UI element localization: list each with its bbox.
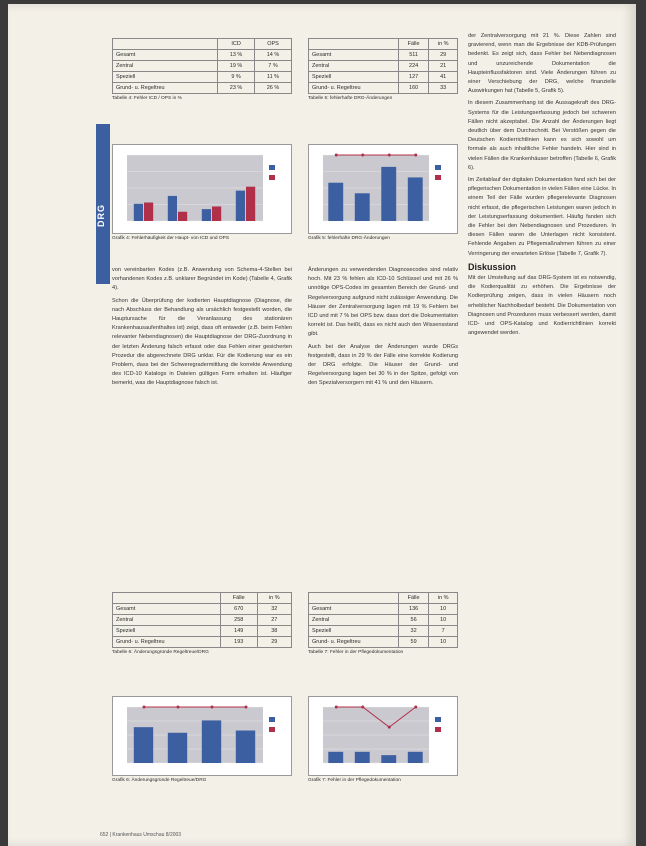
table-row [113,637,292,648]
chart-bar [381,755,396,763]
table-header-row [309,593,458,604]
table-cell: Gesamt [113,50,218,61]
column-header: in % [429,593,458,604]
table-cell: Zentral [113,61,218,72]
table-cell: Gesamt [113,604,221,615]
chart-bar [408,752,423,763]
table-header-row [309,39,458,50]
chart-svg [113,145,293,235]
table-header-row [113,39,292,50]
legend-swatch [435,727,441,732]
table-cell: 149 [220,626,257,637]
chart-bar [178,212,187,221]
text-column-b [308,266,458,586]
chart-point [388,154,391,157]
paragraph: Auch bei der Analyse der Änderungen wurde DRGs festgestellt, dass in 29 % der Fälle eine korrekte Kodierung der DRG erfolgte. Die Häuser der Grund- und Regelversorgung lagen bei 30 % in der Spitze, gefolgt von den Spezialversorgern mit 41 % und den Häusern. [308,343,458,387]
table-caption: Tabelle 7: Fehler in der Pflegedokumentation [308,650,404,655]
chart-point [414,154,417,157]
data-table [308,592,458,648]
table-row [113,72,292,83]
chart-bar [246,187,255,221]
chart-bar [168,733,187,763]
figure-caption: Grafik 4: Fehlerhäufigkeit der Haupt- von ICD und OPS [112,236,230,241]
text-column-c [468,32,616,832]
table-cell: Grund- u. Regeltreu [113,637,221,648]
table-cell: 33 [429,83,458,94]
chart-bar [381,167,396,221]
table-cell: Speziell [309,626,399,637]
chart-bar [236,191,245,221]
chart-point [143,706,146,709]
paragraph: von vereinbarten Kodes (z.B. Anwendung von Schema-4-Stellen bei vorhandenen Kodes z.B. unklarer Begründet im Kode) (Tabelle 4, Grafik 4). [112,267,292,292]
figure-regeltreue [112,696,292,784]
table-cell: 13 % [218,50,255,61]
table-cell: 11 % [255,72,292,83]
table-regeltreue [112,592,292,656]
chart-svg [309,697,459,777]
table-drg-changes [308,38,458,102]
table-cell: 59 [398,637,429,648]
section-label: DRG [96,204,106,227]
legend-swatch [269,717,275,722]
data-table [308,38,458,94]
column-header [113,593,221,604]
section-heading: Diskussion [468,261,517,272]
chart-point [335,706,338,709]
table-cell: 29 [429,50,458,61]
table-row [309,604,458,615]
table-caption: Tabelle 6: Änderungsgründe Regeltreue/DRG [112,650,209,655]
chart-svg [113,697,293,777]
table-cell: 19 % [218,61,255,72]
table-cell: 224 [398,61,429,72]
chart-point [177,706,180,709]
column-header [113,39,218,50]
table-cell: Grund- u. Regeltreu [309,83,399,94]
table-cell: 160 [398,83,429,94]
table-header-row [113,593,292,604]
page-footer: 652 | Krankenhaus Umschau 8/2003 [100,832,182,838]
table-cell: 27 [257,615,291,626]
text-column-a [112,266,292,586]
paragraph: Schon die Überprüfung der kodierten Hauptdiagnose (Diagnose, die nach Abschluss der Behandlung als ursächlich festgestellt worden, die Hauptursache für die Veranlassung des stationären Krankenhausaufenthaltes ist) zeigt, dass oft entweder (z.B. beim Fehlen relevanter Nebendiagnosen) die Hauptdiagnose der DRG-Zuordnung in der letzten Änderung falsch erfasst oder das Fehlen einer gesicherten Prozedur die abgerechnete DRG unklar. Für die Kodierung war es ein Problem, dass bei der Schweregradermittlung die korrekte Anwendung des ICD-10 Katalogs in Dateien gültigen Form erhalten ist. Häufiger bemerkt, was die Hauptdiagnose falsch ist. [112,297,292,387]
table-pflegedokumentation [308,592,458,656]
figure-drg-changes [308,144,458,242]
table-row [113,626,292,637]
table-cell: Zentral [309,61,399,72]
table-row [113,604,292,615]
chart-bar [202,720,221,763]
table-row [113,50,292,61]
figure-caption: Grafik 5: fehlerhafte DRG-Änderungen [308,236,390,241]
table-cell: 29 [257,637,291,648]
column-header [309,39,399,50]
chart-bar [202,209,211,221]
chart-point [388,726,391,729]
chart-bar [144,203,153,221]
paragraph: Mit der Umstellung auf das DRG-System ist es notwendig, die Kodierqualität zu erhöhen. Die Ergebnisse der Kodierprüfung zeigen, dass in vielen Häusern noch erheblicher Nachholbedarf besteht. Die Dokumentation von Diagnosen und Prozeduren muss verbessert werden, damit ICD- und OPS-Katalog und Kodierrichtlinien korrekt angewendet werden. [468,275,616,337]
table-cell: 258 [220,615,257,626]
figure-caption: Grafik 6: Änderungsgründe Regeltreue/DRG [112,778,207,783]
table-row [309,637,458,648]
table-cell: 32 [398,626,429,637]
chart-point [361,706,364,709]
table-cell: Speziell [309,72,399,83]
legend-swatch [269,175,275,180]
chart-svg [309,145,459,235]
bar-line-chart [308,144,458,234]
table-cell: 511 [398,50,429,61]
table-cell: 26 % [255,83,292,94]
table-row [309,50,458,61]
chart-point [361,154,364,157]
table-cell: 193 [220,637,257,648]
figure-error-frequency [112,144,292,242]
table-cell: 127 [398,72,429,83]
table-cell: 136 [398,604,429,615]
column-header: in % [429,39,458,50]
table-icd-ops-errors [112,38,292,102]
legend-swatch [435,165,441,170]
legend-swatch [269,165,275,170]
legend-swatch [435,717,441,722]
paragraph: Änderungen zu verwendenden Diagnosecodes sind relativ hoch. Mit 23 % fehlen als ICD-10 Schlüssel und mit 26 % unnötige OPS-Codes im gesamten Bereich der Grund- und Regelversorgung aufgrund nicht zulässiger Anwendung. Die Häuser der Zentralversorgung lagen mit 19 % Fehlern bei ICD und mit 7 % bei OPS bzw. dass dort die Dokumentation korrekt ist. Das heißt, dass es nicht auch den Wissensstand gibt. [308,267,458,338]
table-cell: Zentral [113,615,221,626]
paragraph: Im Zeitablauf der digitalen Dokumentation fand sich bei der pflegerischen Dokumentation in vielen Fällen eine Lücke. In einem Teil der Fälle wurden pflegerelevante Diagnosen nicht erfasst, die pflegerischen Leistungen waren jedoch in der Leistungserfassung dokumentiert. Häufig fanden sich die Fehler bei den Nebendiagnosen und Prozeduren. In diesen Fällen waren die Unterlagen nicht konsistent. Fehlende Angaben zu Pflegemaßnahmen führen zu einer Verringerung der erwarteten Erlöse (Tabelle 7, Grafik 7). [468,177,616,257]
figure-caption: Grafik 7: Fehler in der Pflegedokumentation [308,778,401,783]
chart-bar [328,752,343,763]
bar-line-chart [308,696,458,776]
column-header: OPS [255,39,292,50]
chart-bar [328,183,343,221]
column-header: Fälle [398,39,429,50]
chart-point [211,706,214,709]
table-row [309,615,458,626]
chart-bar [134,727,153,763]
table-cell: Zentral [309,615,399,626]
data-table [112,38,292,94]
figure-pflegedokumentation [308,696,458,784]
table-row [113,615,292,626]
chart-bar [408,177,423,221]
chart-bar [355,193,370,221]
bar-chart [112,144,292,234]
bar-line-chart [112,696,292,776]
table-row [309,61,458,72]
table-caption: Tabelle 4: Fehler ICD / OPS in % [112,96,182,101]
chart-bar [134,204,143,221]
column-header: Fälle [398,593,429,604]
table-row [309,626,458,637]
table-cell: 41 [429,72,458,83]
column-header: ICD [218,39,255,50]
chart-bar [212,206,221,221]
paragraph: In diesem Zusammenhang ist die Aussagekraft des DRG-Systems für die Leistungserfassung jedoch bei schweren Fällen nicht akzeptabel. Die Anzahl der Änderungen liegt deutlich über dem Durchschnitt. Bei Verstößen gegen die Deutschen Kodierrichtlinien kann es sich sowohl um formale als auch inhaltliche Fehler handeln. Hier sind in vielen Fällen die Krankenhäuser betroffen (Tabelle 6, Grafik 6). [468,100,616,171]
table-row [113,61,292,72]
table-cell: Grund- u. Regeltreu [309,637,399,648]
table-row [309,83,458,94]
table-cell: 10 [429,604,458,615]
table-cell: 10 [429,637,458,648]
table-cell: 14 % [255,50,292,61]
column-header: Fälle [220,593,257,604]
table-cell: 23 % [218,83,255,94]
table-cell: Gesamt [309,50,399,61]
table-cell: Gesamt [309,604,399,615]
chart-point [414,706,417,709]
table-cell: 21 [429,61,458,72]
table-cell: Grund- u. Regeltreu [113,83,218,94]
table-cell: 10 [429,615,458,626]
chart-point [335,154,338,157]
column-header [309,593,399,604]
chart-bar [236,731,255,763]
table-cell: 38 [257,626,291,637]
table-cell: 32 [257,604,291,615]
table-cell: 670 [220,604,257,615]
table-caption: Tabelle 5: fehlerhafte DRG-Änderungen [308,96,393,101]
table-cell: 9 % [218,72,255,83]
chart-bar [355,752,370,763]
table-cell: 7 % [255,61,292,72]
table-cell: Speziell [113,626,221,637]
legend-swatch [435,175,441,180]
paragraph: der Zentralversorgung mit 21 %. Diese Zahlen sind gravierend, wenn man die Ergebnisse der KDB-Prüfungen bedenkt. Es zeigt sich, dass Fehler bei Nebendiagnosen und unzureichende Dokumentation die Haupteinflussfaktoren sind. Viele Änderungen führen zu einer Verschiebung der DRG, welche finanzielle Auswirkungen hat (Tabelle 5, Grafik 5). [468,33,616,95]
table-cell: Speziell [113,72,218,83]
column-header: in % [257,593,291,604]
chart-bar [168,196,177,221]
table-cell: 7 [429,626,458,637]
table-cell: 56 [398,615,429,626]
table-row [309,72,458,83]
data-table [112,592,292,648]
document-page [8,4,636,846]
table-row [113,83,292,94]
legend-swatch [269,727,275,732]
chart-point [245,706,248,709]
